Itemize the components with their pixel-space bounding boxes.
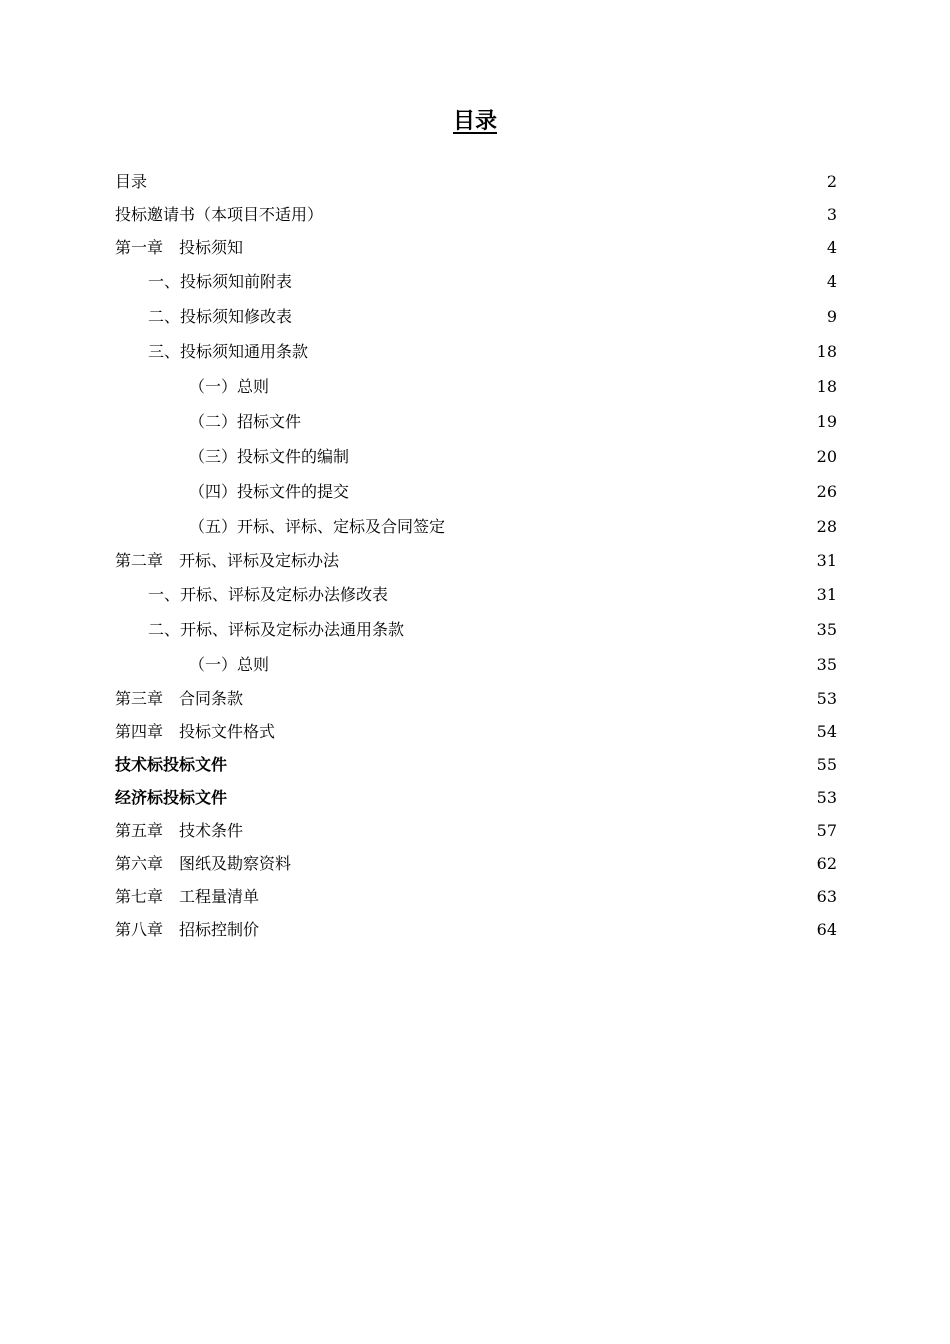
toc-entry[interactable] (115, 847, 837, 880)
toc-entry-label: 目录 (115, 172, 148, 191)
dot-leader (325, 201, 825, 220)
toc-entry[interactable] (115, 748, 837, 781)
dot-leader (406, 617, 815, 635)
toc-entry-page-number: 54 (816, 722, 837, 741)
toc-entry[interactable] (115, 231, 837, 264)
toc-entry-page-number: 55 (816, 755, 837, 774)
toc-entry-page-number: 18 (816, 377, 837, 396)
toc-entry-label: 三、投标须知通用条款 (148, 342, 309, 361)
toc-entry-label: （四）投标文件的提交 (189, 482, 350, 501)
dot-leader (351, 479, 815, 497)
toc-entry-label: 第一章 投标须知 (115, 238, 244, 257)
toc-entry-page-number: 64 (816, 920, 837, 939)
dot-leader (229, 784, 815, 803)
toc-entry-label: 一、投标须知前附表 (148, 272, 293, 291)
toc-entry-page-number: 4 (826, 238, 837, 257)
toc-entry[interactable] (115, 299, 837, 334)
dot-leader (294, 269, 825, 287)
toc-entry[interactable] (115, 577, 837, 612)
dot-leader (293, 850, 815, 869)
dot-leader (303, 409, 815, 427)
toc-entry-page-number: 9 (826, 307, 837, 326)
dot-leader (261, 916, 815, 935)
dot-leader (245, 685, 815, 704)
toc-entry-label: 第二章 开标、评标及定标办法 (115, 551, 340, 570)
toc-entry-label: （三）投标文件的编制 (189, 447, 350, 466)
dot-leader (390, 582, 815, 600)
toc-entry[interactable] (115, 334, 837, 369)
toc-entry-page-number: 26 (816, 482, 837, 501)
toc-entry[interactable] (115, 647, 837, 682)
toc-entry[interactable] (115, 404, 837, 439)
toc-entry-page-number: 62 (816, 854, 837, 873)
toc-entry[interactable] (115, 165, 837, 198)
toc-entry-label: 第五章 技术条件 (115, 821, 244, 840)
toc-entry-page-number: 53 (816, 788, 837, 807)
toc-entry-label: 第四章 投标文件格式 (115, 722, 276, 741)
dot-leader (149, 168, 825, 187)
dot-leader (294, 304, 825, 322)
toc-entry-label: 一、开标、评标及定标办法修改表 (148, 585, 389, 604)
toc-entry-page-number: 20 (816, 447, 837, 466)
toc-entry-page-number: 35 (816, 655, 837, 674)
toc-entry-label: （一）总则 (189, 377, 270, 396)
toc-entry-label: （二）招标文件 (189, 412, 302, 431)
toc-entry-page-number: 31 (816, 551, 837, 570)
toc-entry-label: 技术标投标文件 (115, 755, 228, 774)
toc-entry[interactable] (115, 369, 837, 404)
toc-entry[interactable] (115, 474, 837, 509)
dot-leader (341, 547, 815, 566)
toc-entry-label: 二、投标须知修改表 (148, 307, 293, 326)
toc-entry-page-number: 3 (826, 205, 837, 224)
toc-entry-page-number: 31 (816, 585, 837, 604)
toc-entry[interactable] (115, 715, 837, 748)
table-of-contents (115, 165, 837, 946)
toc-entry-page-number: 4 (826, 272, 837, 291)
toc-entry-page-number: 35 (816, 620, 837, 639)
dot-leader (261, 883, 815, 902)
toc-entry-label: 投标邀请书（本项目不适用） (115, 205, 324, 224)
dot-leader (271, 652, 815, 670)
dot-leader (310, 339, 815, 357)
toc-entry[interactable] (115, 509, 837, 544)
toc-entry-label: 第八章 招标控制价 (115, 920, 260, 939)
dot-leader (245, 234, 825, 253)
toc-entry[interactable] (115, 544, 837, 577)
toc-entry[interactable] (115, 814, 837, 847)
dot-leader (277, 718, 815, 737)
toc-entry[interactable] (115, 612, 837, 647)
toc-entry-label: 第七章 工程量清单 (115, 887, 260, 906)
toc-entry[interactable] (115, 264, 837, 299)
toc-entry-label: （五）开标、评标、定标及合同签定 (189, 517, 446, 536)
toc-entry-page-number: 28 (816, 517, 837, 536)
toc-entry-page-number: 53 (816, 689, 837, 708)
page-title: 目录 (452, 109, 497, 134)
toc-entry[interactable] (115, 198, 837, 231)
toc-entry-label: 第三章 合同条款 (115, 689, 244, 708)
toc-entry-page-number: 2 (826, 172, 837, 191)
dot-leader (271, 374, 815, 392)
toc-entry[interactable] (115, 880, 837, 913)
toc-entry-page-number: 18 (816, 342, 837, 361)
toc-entry-page-number: 63 (816, 887, 837, 906)
dot-leader (447, 514, 815, 532)
toc-entry[interactable] (115, 913, 837, 946)
toc-entry-label: 第六章 图纸及勘察资料 (115, 854, 292, 873)
dot-leader (229, 751, 815, 770)
toc-entry-page-number: 19 (816, 412, 837, 431)
toc-entry-label: 经济标投标文件 (115, 788, 228, 807)
dot-leader (351, 444, 815, 462)
toc-entry-label: 二、开标、评标及定标办法通用条款 (148, 620, 405, 639)
toc-entry[interactable] (115, 781, 837, 814)
toc-entry-label: （一）总则 (189, 655, 270, 674)
toc-entry-page-number: 57 (816, 821, 837, 840)
toc-entry[interactable] (115, 439, 837, 474)
dot-leader (245, 817, 815, 836)
toc-entry[interactable] (115, 682, 837, 715)
